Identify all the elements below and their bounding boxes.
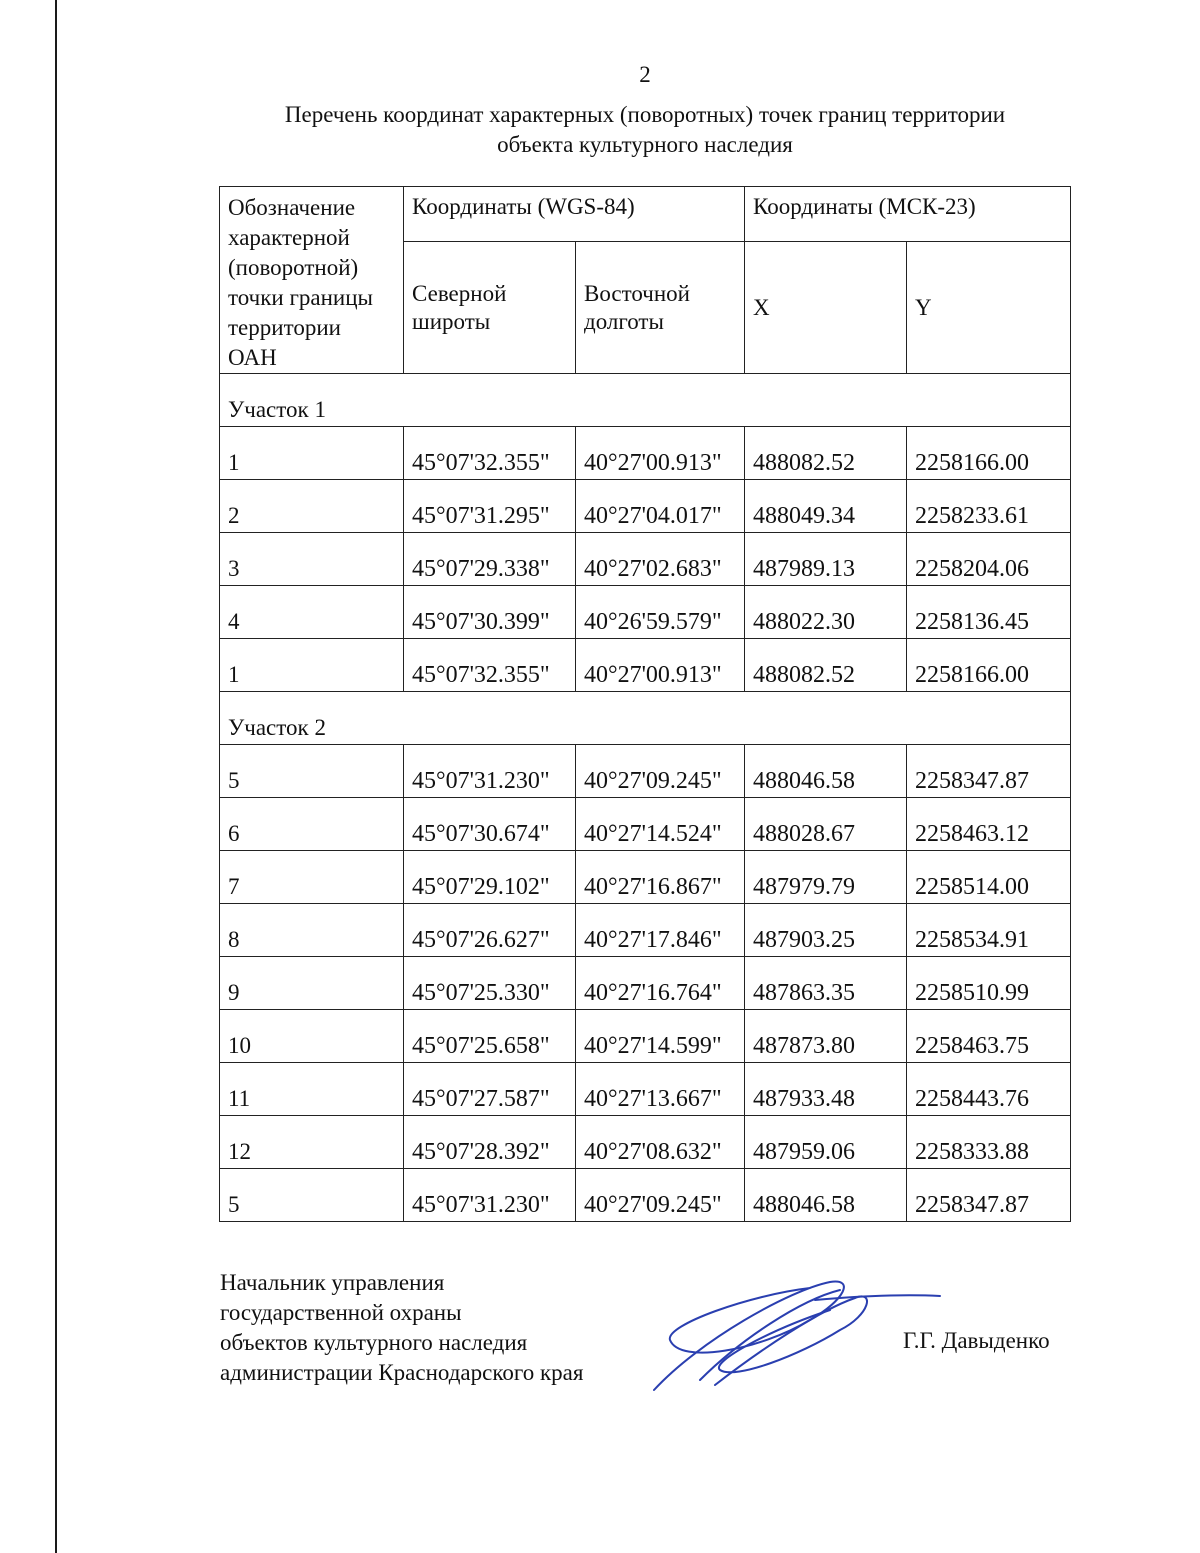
table-row: [220, 904, 1071, 957]
cell-x: 488028.67: [745, 798, 907, 851]
signer-position-line-2: государственной охраны: [220, 1300, 462, 1325]
cell-x: 488046.58: [745, 1169, 907, 1222]
cell-lat: 45°07'32.355": [404, 639, 576, 692]
page-number: 2: [639, 62, 651, 87]
table-row: [220, 798, 1071, 851]
cell-x: 487933.48: [745, 1063, 907, 1116]
cell-x: 487863.35: [745, 957, 907, 1010]
cell-y: 2258347.87: [907, 1169, 1071, 1222]
cell-lon: 40°26'59.579": [576, 586, 745, 639]
cell-lat: 45°07'30.399": [404, 586, 576, 639]
cell-point: 8: [220, 904, 404, 957]
cell-x: 488082.52: [745, 639, 907, 692]
coordinates-table-body: [220, 374, 1071, 1222]
cell-lon: 40°27'00.913": [576, 427, 745, 480]
header-y: Y: [907, 242, 1071, 374]
table-row: [220, 957, 1071, 1010]
cell-lat: 45°07'28.392": [404, 1116, 576, 1169]
section-row: [220, 692, 1071, 745]
cell-x: 487959.06: [745, 1116, 907, 1169]
cell-lat: 45°07'31.295": [404, 480, 576, 533]
cell-lat: 45°07'31.230": [404, 1169, 576, 1222]
header-longitude: Восточной долготы: [576, 242, 745, 374]
cell-x: 488046.58: [745, 745, 907, 798]
cell-point: 1: [220, 427, 404, 480]
header-designation: Обозначение характерной (поворотной) точки границы территории ОАН: [220, 187, 404, 374]
cell-point: 10: [220, 1010, 404, 1063]
table-row: [220, 1116, 1071, 1169]
cell-y: 2258136.45: [907, 586, 1071, 639]
cell-lat: 45°07'30.674": [404, 798, 576, 851]
signer-position-line-4: администрации Краснодарского края: [220, 1360, 584, 1385]
signer-name: Г.Г. Давыденко: [903, 1328, 1050, 1353]
cell-point: 11: [220, 1063, 404, 1116]
cell-lat: 45°07'31.230": [404, 745, 576, 798]
cell-lon: 40°27'14.599": [576, 1010, 745, 1063]
document-title-line-1: Перечень координат характерных (поворотных) точек границ территории: [284, 102, 1006, 127]
cell-x: 488022.30: [745, 586, 907, 639]
cell-y: 2258514.00: [907, 851, 1071, 904]
cell-point: 4: [220, 586, 404, 639]
cell-y: 2258166.00: [907, 427, 1071, 480]
cell-x: 488082.52: [745, 427, 907, 480]
cell-lon: 40°27'02.683": [576, 533, 745, 586]
cell-lon: 40°27'00.913": [576, 639, 745, 692]
cell-point: 2: [220, 480, 404, 533]
cell-lon: 40°27'14.524": [576, 798, 745, 851]
cell-y: 2258204.06: [907, 533, 1071, 586]
cell-lon: 40°27'17.846": [576, 904, 745, 957]
cell-point: 1: [220, 639, 404, 692]
cell-point: 5: [220, 745, 404, 798]
cell-lat: 45°07'25.330": [404, 957, 576, 1010]
cell-y: 2258233.61: [907, 480, 1071, 533]
cell-point: 6: [220, 798, 404, 851]
cell-y: 2258510.99: [907, 957, 1071, 1010]
cell-lat: 45°07'29.102": [404, 851, 576, 904]
table-row: [220, 586, 1071, 639]
table-row: [220, 1010, 1071, 1063]
section-row: [220, 374, 1071, 427]
cell-lat: 45°07'29.338": [404, 533, 576, 586]
table-row: [220, 639, 1071, 692]
cell-lon: 40°27'09.245": [576, 1169, 745, 1222]
cell-x: 487989.13: [745, 533, 907, 586]
table-row: [220, 480, 1071, 533]
cell-x: 488049.34: [745, 480, 907, 533]
table-row: [220, 851, 1071, 904]
table-row: [220, 1063, 1071, 1116]
header-x: X: [745, 242, 907, 374]
cell-lon: 40°27'09.245": [576, 745, 745, 798]
cell-y: 2258166.00: [907, 639, 1071, 692]
cell-lat: 45°07'26.627": [404, 904, 576, 957]
signer-position-line-1: Начальник управления: [220, 1270, 445, 1295]
cell-lon: 40°27'16.764": [576, 957, 745, 1010]
table-row: [220, 427, 1071, 480]
cell-lon: 40°27'08.632": [576, 1116, 745, 1169]
section-label: Участок 2: [220, 692, 1071, 745]
cell-y: 2258443.76: [907, 1063, 1071, 1116]
cell-lon: 40°27'16.867": [576, 851, 745, 904]
cell-y: 2258347.87: [907, 745, 1071, 798]
table-row: [220, 1169, 1071, 1222]
cell-point: 5: [220, 1169, 404, 1222]
cell-y: 2258463.12: [907, 798, 1071, 851]
cell-point: 3: [220, 533, 404, 586]
cell-point: 12: [220, 1116, 404, 1169]
document-title-line-2: объекта культурного наследия: [497, 132, 793, 157]
cell-point: 9: [220, 957, 404, 1010]
cell-lon: 40°27'04.017": [576, 480, 745, 533]
signer-position-line-3: объектов культурного наследия: [220, 1330, 528, 1355]
document-title: [230, 100, 1060, 160]
table-row: [220, 745, 1071, 798]
cell-lat: 45°07'32.355": [404, 427, 576, 480]
cell-x: 487903.25: [745, 904, 907, 957]
cell-y: 2258534.91: [907, 904, 1071, 957]
cell-lon: 40°27'13.667": [576, 1063, 745, 1116]
cell-y: 2258463.75: [907, 1010, 1071, 1063]
header-latitude: Северной широты: [404, 242, 576, 374]
table-row: [220, 533, 1071, 586]
cell-x: 487873.80: [745, 1010, 907, 1063]
section-label: Участок 1: [220, 374, 1071, 427]
cell-y: 2258333.88: [907, 1116, 1071, 1169]
cell-lat: 45°07'27.587": [404, 1063, 576, 1116]
scan-edge-line: [55, 0, 57, 1553]
signer-position: [220, 1268, 583, 1388]
cell-point: 7: [220, 851, 404, 904]
header-msk23: Координаты (МСК-23): [745, 187, 1071, 242]
cell-x: 487979.79: [745, 851, 907, 904]
header-wgs84: Координаты (WGS-84): [404, 187, 745, 242]
coordinates-table: [219, 186, 1071, 1222]
cell-lat: 45°07'25.658": [404, 1010, 576, 1063]
